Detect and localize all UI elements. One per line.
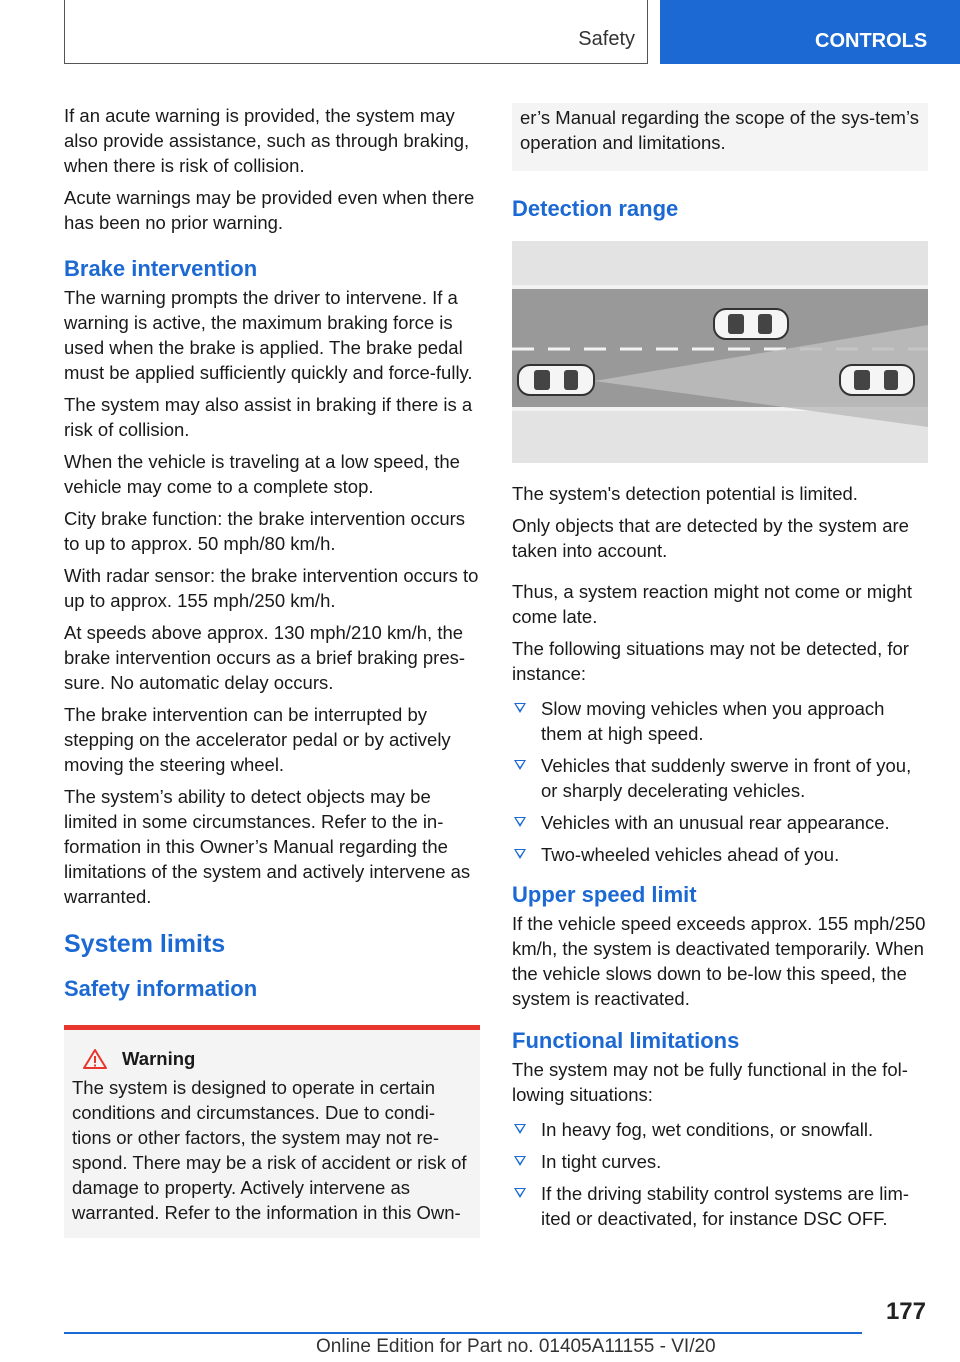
paragraph: The system may also assist in braking if there is a risk of collision. bbox=[64, 394, 473, 440]
paragraph: The system’s ability to detect objects may be limited in some circumstances. Refer to the in-formation in this Owner’s Manual regarding the limitations of the system and actively intervene as warranted. bbox=[64, 786, 471, 907]
paragraph: The system may not be fully functional in the fol-lowing situations: bbox=[512, 1059, 908, 1105]
list-item-text: In heavy fog, wet conditions, or snowfall. bbox=[541, 1119, 874, 1140]
header-frame bbox=[64, 0, 648, 64]
page-number: 177 bbox=[885, 1298, 926, 1325]
list-item-text: In tight curves. bbox=[541, 1151, 662, 1172]
list-item bbox=[512, 810, 928, 835]
paragraph: City brake function: the brake intervention occurs to up to approx. 50 mph/80 km/h. bbox=[64, 508, 466, 554]
list-item bbox=[512, 842, 928, 867]
section-title: Safety bbox=[578, 28, 635, 50]
heading-upper-speed-limit: Upper speed limit bbox=[512, 882, 697, 907]
bullet-triangle-icon bbox=[514, 1124, 526, 1134]
list-item-text: Vehicles with an unusual rear appearance. bbox=[541, 812, 890, 833]
list-item bbox=[512, 1117, 928, 1142]
paragraph: Only objects that are detected by the system are taken into account. bbox=[512, 515, 909, 561]
edition-info: Online Edition for Part no. 01405A11155 - VI/20 bbox=[316, 1336, 716, 1357]
ego-car-icon bbox=[518, 365, 594, 395]
car-adjacent-lane-icon bbox=[714, 309, 788, 339]
bullet-triangle-icon bbox=[514, 1156, 526, 1166]
warning-box-continued bbox=[512, 103, 928, 171]
heading-system-limits: System limits bbox=[64, 930, 226, 958]
chapter-tab: CONTROLS bbox=[660, 0, 960, 64]
warning-text-continued: er’s Manual regarding the scope of the sys-tem’s operation and limitations. bbox=[520, 107, 919, 153]
warning-title bbox=[72, 1046, 472, 1071]
left-column bbox=[64, 103, 480, 1238]
paragraph: The warning prompts the driver to intervene. If a warning is active, the maximum braking force is used when the brake is applied. The brake pedal must be applied sufficiently quickly and force-fully. bbox=[64, 287, 473, 383]
bullet-triangle-icon bbox=[514, 760, 526, 770]
heading-brake-intervention: Brake intervention bbox=[64, 256, 258, 281]
footer-rule bbox=[64, 1332, 862, 1334]
paragraph: Acute warnings may be provided even when there has been no prior warning. bbox=[64, 187, 475, 233]
bullet-triangle-icon bbox=[514, 817, 526, 827]
right-column bbox=[512, 103, 928, 1241]
paragraph: With radar sensor: the brake intervention occurs to up to approx. 155 mph/250 km/h. bbox=[64, 565, 479, 611]
warning-text: The system is designed to operate in certain conditions and circumstances. Due to condi-tions or other factors, the system may not re-spond. There may be a risk of accident or risk of damage to property. Actively intervene as warranted. Refer to the information in this Own- bbox=[72, 1077, 467, 1223]
bullet-triangle-icon bbox=[514, 849, 526, 859]
list-item-text: Slow moving vehicles when you approach them at high speed. bbox=[541, 698, 885, 744]
list-item bbox=[512, 1149, 928, 1174]
list-item bbox=[512, 1181, 928, 1231]
list-item bbox=[512, 696, 928, 746]
paragraph: If an acute warning is provided, the system may also provide assistance, such as through braking, when there is risk of collision. bbox=[64, 105, 470, 176]
car-ahead-icon bbox=[840, 365, 914, 395]
heading-safety-information: Safety information bbox=[64, 976, 258, 1001]
paragraph: At speeds above approx. 130 mph/210 km/h, the brake intervention occurs as a brief braking pres-sure. No automatic delay occurs. bbox=[64, 622, 466, 693]
paragraph: If the vehicle speed exceeds approx. 155 mph/250 km/h, the system is deactivated temporarily. When the vehicle slows down to be-low this speed, the system is reactivated. bbox=[512, 913, 926, 1009]
detection-range-illustration bbox=[512, 241, 928, 463]
warning-triangle-icon bbox=[82, 1048, 108, 1070]
list-item-text: Two-wheeled vehicles ahead of you. bbox=[541, 844, 840, 865]
bullet-triangle-icon bbox=[514, 703, 526, 713]
warning-label: Warning bbox=[122, 1048, 196, 1069]
paragraph: The brake intervention can be interrupted by stepping on the accelerator pedal or by actively moving the steering wheel. bbox=[64, 704, 451, 775]
heading-detection-range: Detection range bbox=[512, 196, 679, 221]
paragraph: Thus, a system reaction might not come or might come late. bbox=[512, 581, 912, 627]
paragraph: The system's detection potential is limited. bbox=[512, 483, 858, 504]
list-item-text: Vehicles that suddenly swerve in front of you, or sharply decelerating vehicles. bbox=[541, 755, 912, 801]
list-item bbox=[512, 753, 928, 803]
paragraph: When the vehicle is traveling at a low speed, the vehicle may come to a complete stop. bbox=[64, 451, 460, 497]
warning-box bbox=[64, 1025, 480, 1238]
list-item-text: If the driving stability control systems are lim-ited or deactivated, for instance DSC OFF. bbox=[541, 1183, 910, 1229]
bullet-list-limitations bbox=[512, 1117, 928, 1231]
bullet-list-undetected bbox=[512, 696, 928, 867]
bullet-triangle-icon bbox=[514, 1188, 526, 1198]
heading-functional-limitations: Functional limitations bbox=[512, 1028, 740, 1053]
paragraph: The following situations may not be detected, for instance: bbox=[512, 638, 909, 684]
